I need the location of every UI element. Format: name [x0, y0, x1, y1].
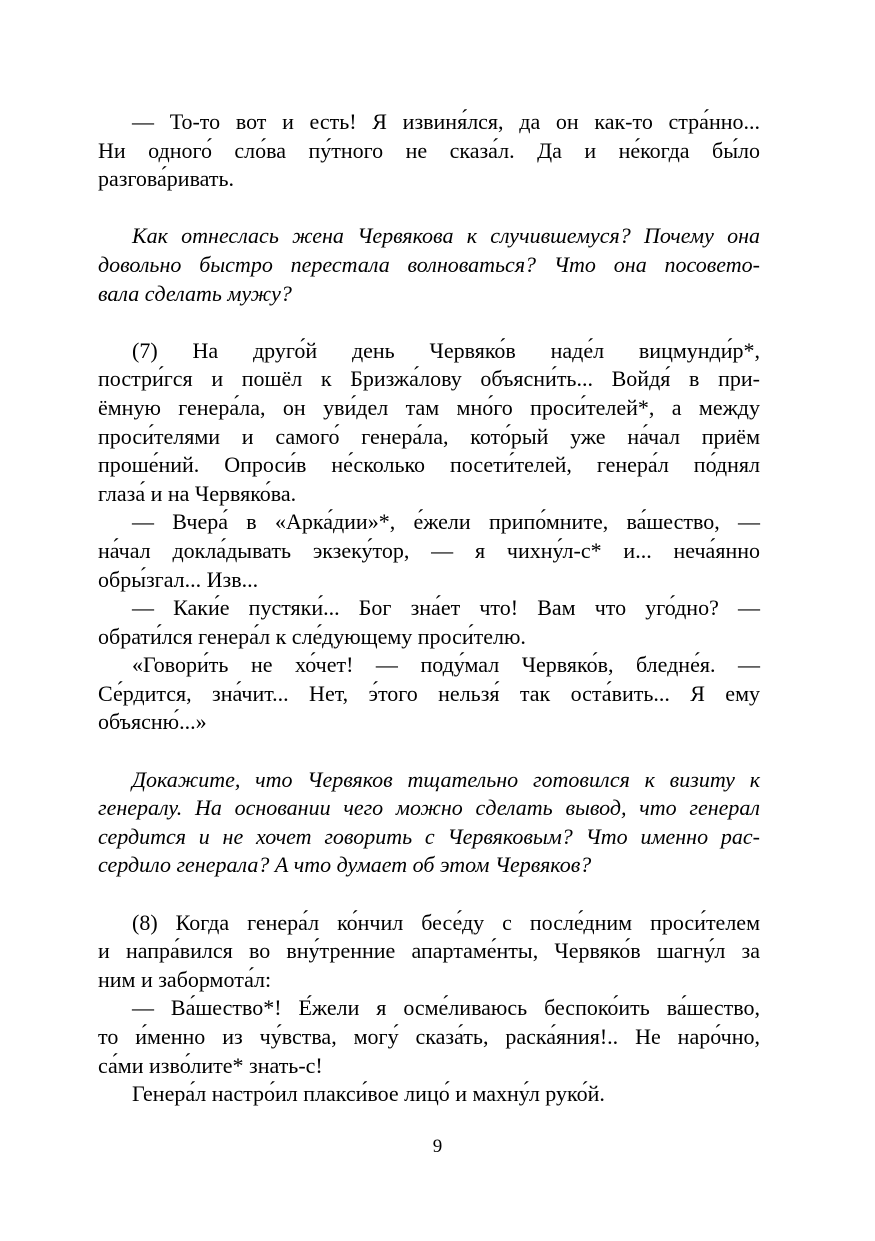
spacer: [98, 880, 760, 909]
spacer: [98, 308, 760, 337]
question-line: вала сделать мужу?: [98, 280, 292, 306]
text-line: обры́згал... Изв...: [98, 566, 259, 592]
text-line: глаза́ и на Червяко́ва.: [98, 480, 297, 506]
paragraph-dialogue-5: [98, 994, 760, 1080]
text-line: — Вчера́ в «Арка́дии»*, е́жели припо́мните, ва́шество, —: [132, 509, 760, 535]
text-line: постри́гся и пошёл к Бризжа́лову объясни́ть... Войдя́ в при-: [98, 366, 760, 392]
text-line: обрати́лся генера́л к сле́дующему проси́телю.: [98, 623, 526, 649]
paragraph-dialogue-4: [98, 651, 760, 737]
question-line: довольно быстро перестала волноваться? Что она посовето-: [98, 251, 760, 277]
paragraph-dialogue-2: [98, 508, 760, 594]
text-line: разгова́ривать.: [98, 166, 235, 192]
text-line: проше́ний. Опроси́в не́сколько посети́телей, генера́л по́днял: [98, 452, 760, 478]
question-line: генералу. На основании чего можно сделать вывод, что генерал: [98, 795, 760, 821]
text-line: — Каки́е пустяки́... Бог зна́ет что! Вам что уго́дно? —: [132, 595, 760, 621]
text-line: — Ва́шество*! Е́жели я осме́ливаюсь беспоко́ить ва́шество,: [132, 995, 760, 1021]
page-number: 9: [432, 1136, 443, 1157]
question-block-2: [98, 766, 760, 880]
text-line: Се́рдится, зна́чит... Нет, э́того нельзя́ так оста́вить... Я ему: [98, 680, 760, 706]
question-block-1: [98, 222, 760, 308]
text-line: Генера́л настро́ил плакси́вое лицо́ и махну́л руко́й.: [132, 1081, 605, 1107]
question-line: сердится и не хочет говорить с Червяковым? Что именно рас-: [98, 823, 760, 849]
text-line: объясню́...»: [98, 709, 207, 735]
text-line: «Говори́ть не хо́чет! — поду́мал Червяко́в, бледне́я. —: [132, 652, 760, 678]
text-line: проси́телями и самого́ генера́ла, кото́рый уже на́чал приём: [98, 423, 760, 449]
text-line: — То-то вот и есть! Я извиня́лся, да он как-то стра́нно...: [132, 109, 760, 134]
text-line: и напра́вился во вну́тренние апартаме́нты, Червяко́в шагну́л за: [98, 938, 760, 964]
question-line: сердило генерала? А что думает об этом Червяков?: [98, 852, 592, 878]
question-line: Как отнеслась жена Червякова к случившемуся? Почему она: [132, 223, 760, 249]
question-line: Докажите, что Червяков тщательно готовился к визиту к: [132, 766, 760, 792]
text-line: на́чал докла́дывать экзеку́тор, — я чихну́л-с* и... неча́янно: [98, 537, 760, 563]
text-line: то и́менно из чу́вства, могу́ сказа́ть, раска́яния!.. Не наро́чно,: [98, 1024, 760, 1049]
text-line: ним и забормота́л:: [98, 966, 272, 992]
spacer: [98, 194, 760, 223]
text-line: (7) На друго́й день Червяко́в наде́л вицмунди́р*,: [132, 337, 760, 363]
paragraph-final: [98, 1080, 760, 1109]
text-line: (8) Когда генера́л ко́нчил бесе́ду с после́дним проси́телем: [132, 909, 760, 935]
page-body: [98, 108, 760, 1109]
paragraph-section-8: [98, 909, 760, 995]
paragraph-dialogue-3: [98, 594, 760, 651]
spacer: [98, 737, 760, 766]
text-line: ёмную генера́ла, он уви́дел там мно́го проси́телей*, а между: [98, 394, 760, 420]
text-line: Ни одного́ сло́ва пу́тного не сказа́л. Да и не́когда бы́ло: [98, 137, 760, 163]
paragraph-dialogue-1: [98, 108, 760, 194]
paragraph-section-7: [98, 337, 760, 509]
text-line: са́ми изво́лите* знать-с!: [98, 1052, 323, 1078]
